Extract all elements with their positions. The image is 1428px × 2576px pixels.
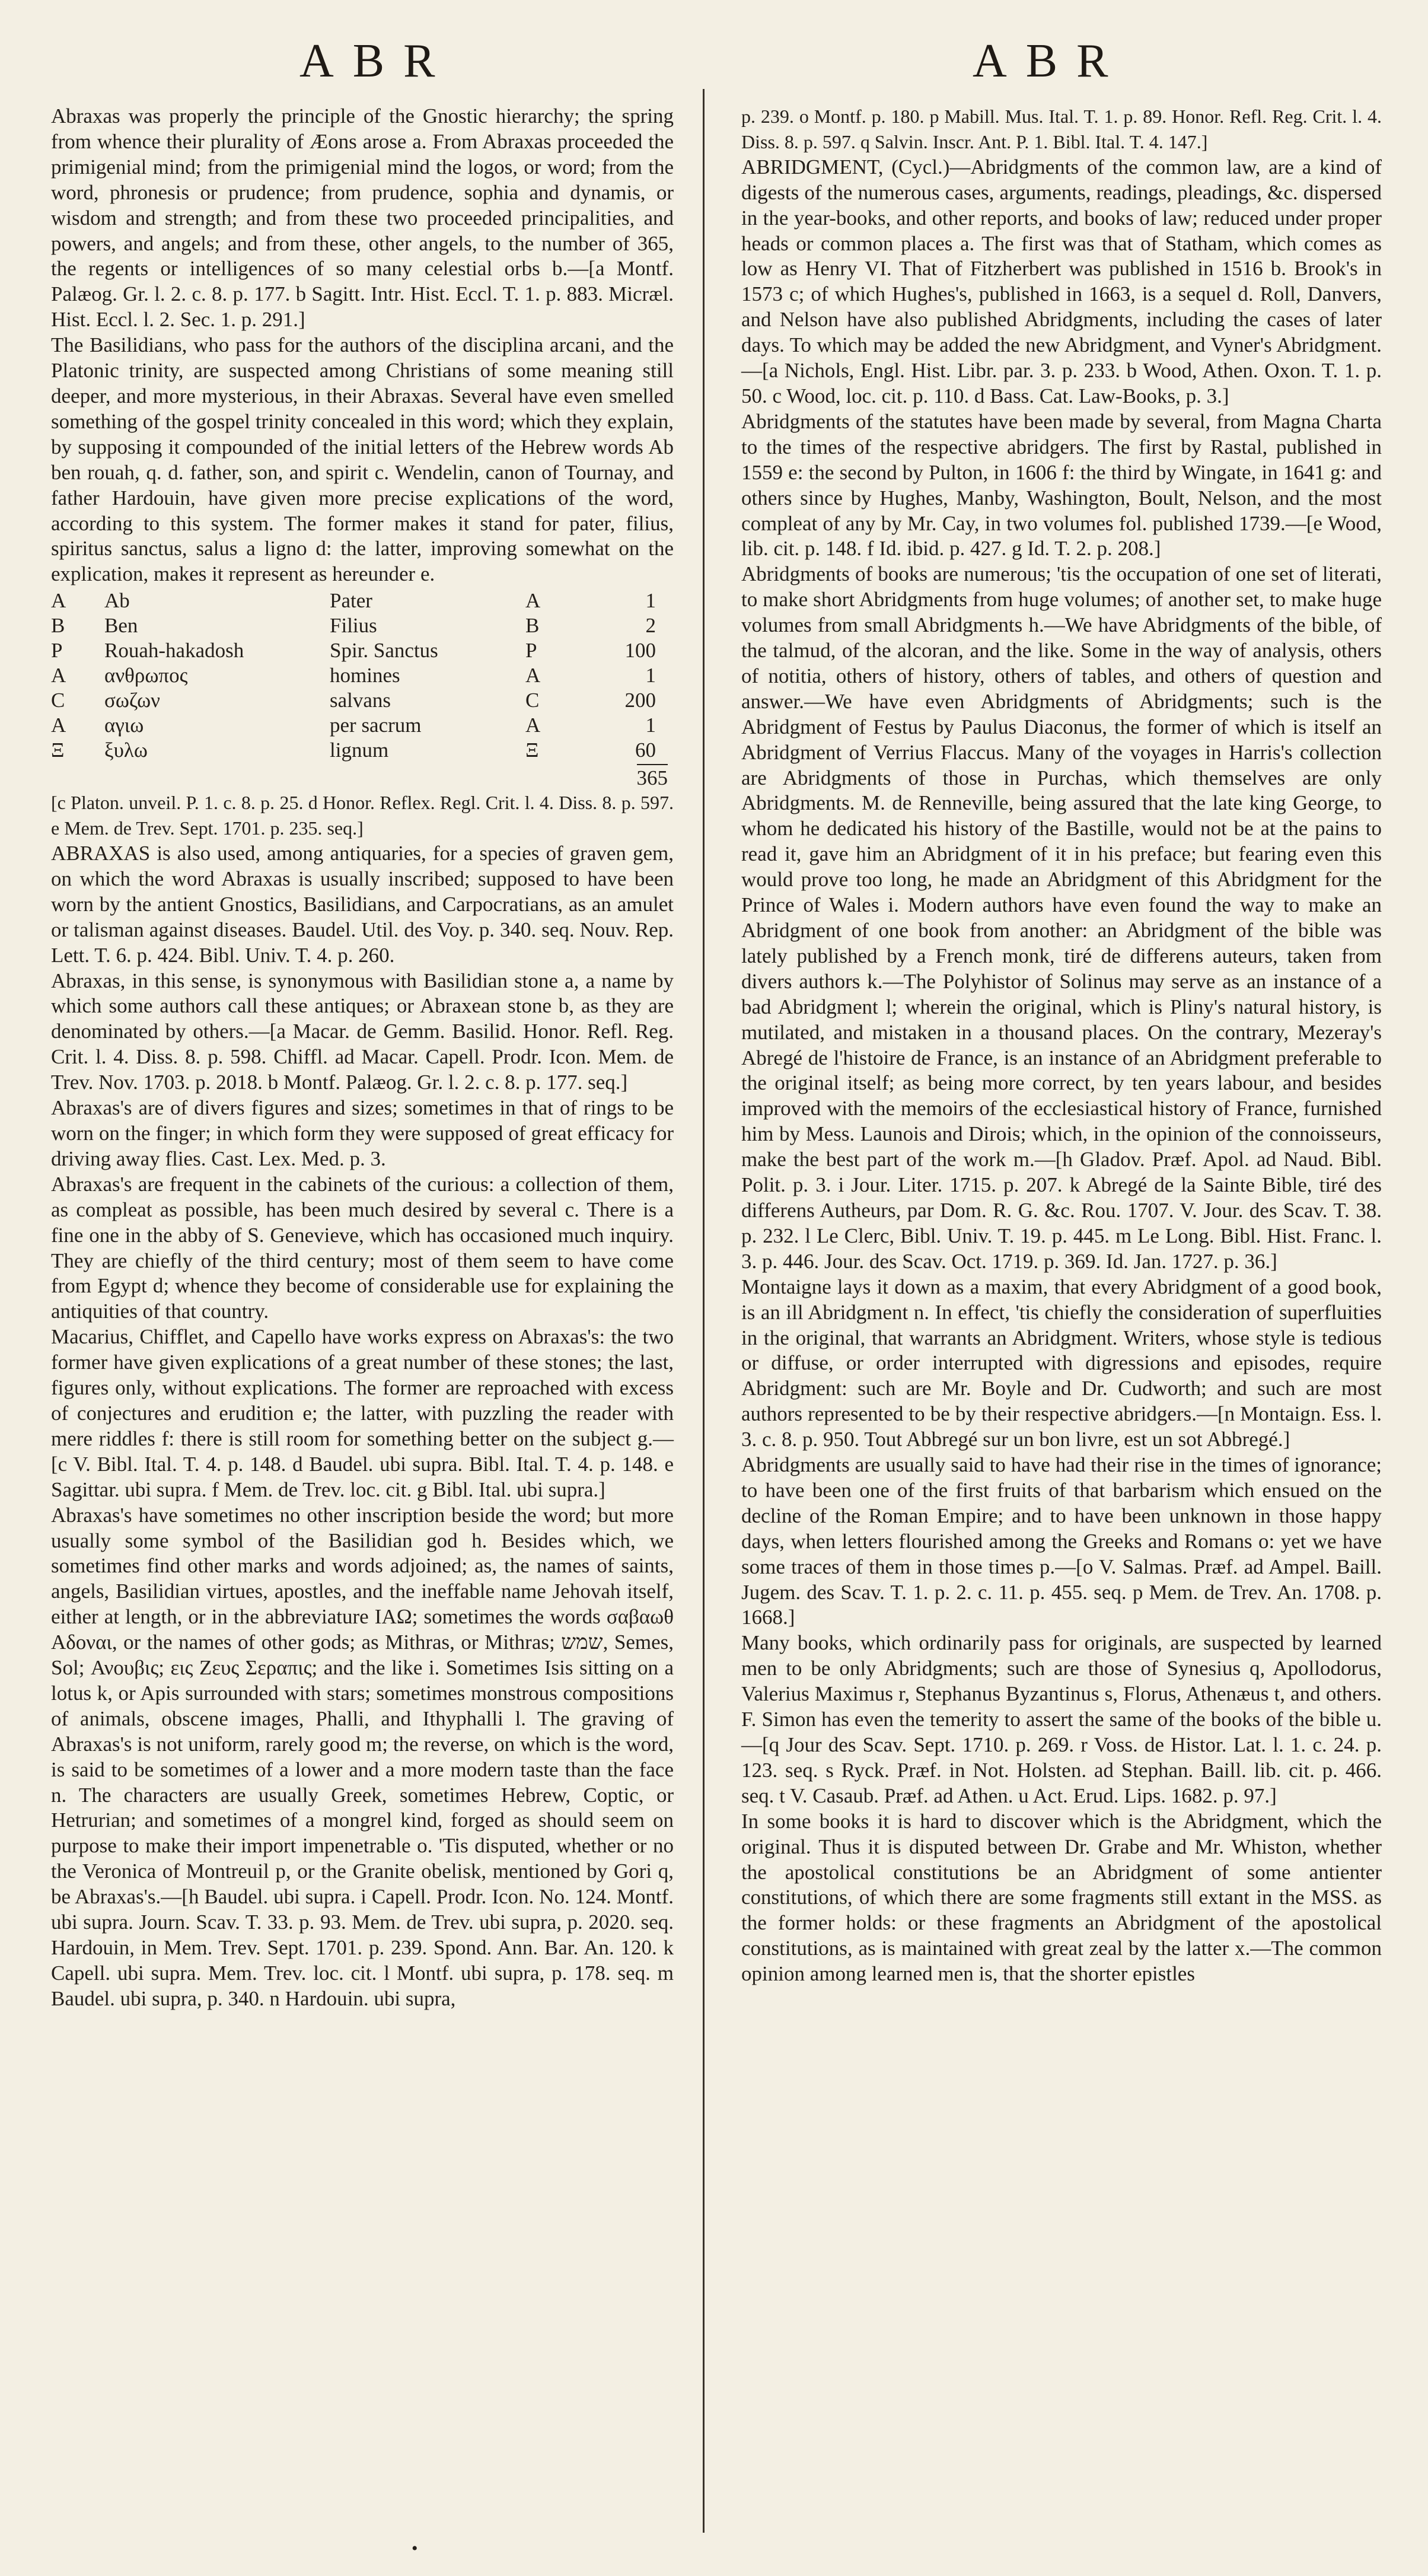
table-cell: per sacrum (330, 714, 422, 737)
paragraph-inscriptions: Abraxas's have sometimes no other inscription beside the word; but more usually some symbol of the Basilidian god h. Besides which, we sometimes find other marks and words adjoined; as, the names of saints, angels, Basilidian virtues, apostles, and the ineffable name Jehovah itself, either at length, or in the abbreviature ΙΑΩ; sometimes the words σαβαωθ Αδοναι, or the names of other gods; as Mithras, or Mithras; שמש, Semes, Sol; Ανουβις; εις Ζευς Σεραπις; and the like i. Sometimes Isis sitting on a lotus k, or Apis surrounded with stars; sometimes monstrous compositions of animals, obscene images, Phalli, and Ithyphalli l. The graving of Abraxas's is not uniform, rarely good m; the reverse, on which is the word, is said to be sometimes of a lower and a more modern taste than the face n. The characters are usually Greek, sometimes Hebrew, Coptic, or Hetrurian; and sometimes of a mongrel kind, forged as should seem on purpose to make their import impenetrable o. 'Tis disputed, whether or no the Veronica of Montreuil p, or the Granite obelisk, mentioned by Gori q, be Abraxas's.—[h Baudel. ubi supra. i Capell. Prodr. Icon. No. 124. Montf. ubi supra. Journ. Scav. T. 33. p. 93. Mem. de Trev. ubi supra, p. 2020. seq. Hardouin, in Mem. Trev. Sept. 1701. p. 239. Spond. Ann. Bar. An. 120. k Capell. ubi supra. Mem. Trev. loc. cit. l Montf. ubi supra, p. 178. seq. m Baudel. ubi supra, p. 340. n Hardouin. ubi supra, (51, 1503, 674, 2010)
table-cell: Ab (104, 589, 130, 613)
table-cell: αγιω (104, 714, 144, 737)
table-cell: A (525, 589, 541, 613)
page-bullet: • (412, 2539, 418, 2558)
table-cell: 1 (645, 714, 656, 737)
table-cell: A (525, 714, 541, 737)
abraxas-letter-table (51, 588, 656, 763)
running-header-left: ABR (299, 35, 454, 87)
table-cell: ανθρωπος (104, 664, 188, 687)
table-cell: Ξ (51, 738, 65, 762)
table-cell: B (51, 614, 65, 638)
paragraph-hard-to-discover: In some books it is hard to discover which is the Abridgment, which the original. Thus it is disputed between Dr. Grabe and Mr. Whiston, whether the apostolical constitutions be an Abridgment of some antienter constitutions, of which there are some fragments still extant in the MSS. as the former holds: or these fragments an Abridgment of the apostolical constitutions, as is maintained with great zeal by the latter x.—The common opinion among learned men is, that the shorter epistles (741, 1809, 1382, 1986)
table-cell: B (525, 614, 540, 638)
table-cell: 60 (635, 738, 656, 762)
left-column (51, 104, 674, 2012)
table-cell: Spir. Sanctus (330, 639, 438, 663)
table-cell: 1 (645, 664, 656, 687)
table-total: 365 (51, 766, 674, 790)
column-divider (703, 89, 705, 2533)
table-cell: 100 (624, 639, 656, 663)
table-cell: C (51, 689, 65, 712)
table-row (51, 663, 656, 688)
paragraph-macarius: Macarius, Chifflet, and Capello have works express on Abraxas's: the two former have given explications of a great number of these stones; the last, figures only, without explications. The former are reproached with excess of conjectures and erudition e; the latter, with puzzling the reader with mere riddles f: there is still room for something better on the subject g.—[c V. Bibl. Ital. T. 4. p. 148. d Baudel. ubi supra. Bibl. Ital. T. 4. p. 148. e Sagittar. ubi supra. f Mem. de Trev. loc. cit. g Bibl. Ital. ubi supra.] (51, 1325, 674, 1501)
table-cell: Rouah-hakadosh (104, 639, 244, 663)
table-cell: lignum (330, 738, 389, 762)
paragraph-ignorance: Abridgments are usually said to have had their rise in the times of ignorance; to have been one of the first fruits of that barbarism which ensued on the decline of the Roman Empire; and to have been unknown in those happy days, when letters flourished among the Greeks and Romans o: yet we have some traces of them in those times p.—[o V. Salmas. Præf. ad Ampel. Baill. Jugem. des Scav. T. 1. p. 2. c. 11. p. 455. seq. p Mem. de Trev. An. 1708. p. 1668.] (741, 1453, 1382, 1629)
paragraph-many-books: Many books, which ordinarily pass for originals, are suspected by learned men to be only Abridgments; such are those of Synesius q, Apollodorus, Valerius Maximus r, Stephanus Byzantinus s, Florus, Athenæus t, and others. F. Simon has even the temerity to assert the same of the books of the bible u.—[q Jour des Scav. Sept. 1710. p. 269. r Voss. de Histor. Lat. l. 1. c. 24. p. 123. seq. s Ryck. Præf. in Not. Holsten. ad Stephan. Baill. lib. cit. p. 466. seq. t V. Casaub. Præf. ad Athen. u Act. Erud. Lips. 1682. p. 97.] (741, 1631, 1382, 1807)
paragraph-abraxas-gnostic: Abraxas was properly the principle of the Gnostic hierarchy; the spring from whence their plurality of Æons arose a. From Abraxas proceeded the primigenial mind; from the primigenial mind the logos, or word; from the word, phronesis or prudence; from prudence, sophia and dynamis, or wisdom and strength; and from these two proceeded principalities, and powers, and angels; and from these, other angels, to the number of 365, the regents or intelligences of so many celestial orbs b.—[a Montf. Palæog. Gr. l. 2. c. 8. p. 177. b Sagitt. Intr. Hist. Eccl. T. 1. p. 883. Micræl. Hist. Eccl. l. 2. Sec. 1. p. 291.] (51, 104, 674, 332)
table-cell: 2 (645, 614, 656, 638)
footnote-c-e: [c Platon. unveil. P. 1. c. 8. p. 25. d Honor. Reflex. Regl. Crit. l. 4. Diss. 8. p. 597. e Mem. de Trev. Sept. 1701. p. 235. seq.] (51, 792, 674, 839)
paragraph-abridgment-law: ABRIDGMENT, (Cycl.)—Abridgments of the common law, are a kind of digests of the numerous cases, arguments, readings, pleadings, &c. dispersed in the year-books, and other reports, and books of law; reduced under proper heads or common places a. The first was that of Statham, which comes as low as Henry VI. That of Fitzherbert was published in 1516 b. Brook's in 1573 c; of which Hughes's, published in 1663, is a sequel d. Roll, Danvers, and Nelson have also published Abridgments, including the cases of later days. To which may be added the new Abridgment, and Vyner's Abridgment.—[a Nichols, Engl. Hist. Libr. par. 3. p. 233. b Wood, Athen. Oxon. T. 1. p. 50. c Wood, loc. cit. p. 110. d Bass. Cat. Law-Books, p. 3.] (741, 155, 1382, 407)
table-cell: Ξ (525, 738, 539, 762)
paragraph-cabinets: Abraxas's are frequent in the cabinets of the curious: a collection of them, as compleat as possible, has been much desired by several c. There is a fine one in the abby of S. Genevieve, which has occasioned much inquiry. They are chiefly of the third century; most of them seem to have come from Egypt d; whence they become of considerable use for explaining the antiquities of that country. (51, 1172, 674, 1323)
right-column (741, 104, 1382, 1987)
paragraph-montaigne: Montaigne lays it down as a maxim, that every Abridgment of a good book, is an ill Abridgment n. In effect, 'tis chiefly the consideration of superfluities in the original, that warrants an Abridgment. Writers, whose style is tedious or diffuse, or order interrupted with digressions and episodes, require Abridgment: such are Mr. Boyle and Dr. Cudworth; and such are most authors represented to be by their respective abridgers.—[n Montaign. Ess. l. 3. c. 8. p. 950. Tout Abbregé sur un bon livre, est un sot Abbregé.] (741, 1275, 1382, 1451)
table-cell: A (51, 714, 66, 737)
table-cell: P (51, 639, 63, 663)
paragraph-basilidians: The Basilidians, who pass for the authors of the disciplina arcani, and the Platonic trinity, are suspected among Christians of some meaning still deeper, and more mysterious, in their Abraxas. Several have even smelled something of the gospel trinity concealed in this word; which they explain, by supposing it compounded of the initial letters of the Hebrew words Ab ben rouah, q. d. father, son, and spirit c. Wendelin, canon of Tournay, and father Hardouin, have given more precise explications of the word, according to this system. The former makes it stand for pater, filius, spiritus sanctus, salus a ligno d: the latter, improving somewhat on the explication, makes it represent as hereunder e. (51, 333, 674, 586)
table-row (51, 713, 656, 738)
table-cell: A (51, 664, 66, 687)
table-cell: Filius (330, 614, 377, 638)
table-row (51, 588, 656, 613)
paragraph-basilidian-stone: Abraxas, in this sense, is synonymous with Basilidian stone a, a name by which some authors call these antiques; or Abraxean stone b, as they are denominated by others.—[a Macar. de Gemm. Basilid. Honor. Refl. Reg. Crit. l. 4. Diss. 8. p. 598. Chiffl. ad Macar. Capell. Prodr. Icon. Mem. de Trev. Nov. 1703. p. 2018. b Montf. Palæog. Gr. l. 2. c. 8. p. 177. seq.] (51, 969, 674, 1094)
paragraph-abraxas-gem: ABRAXAS is also used, among antiquaries, for a species of graven gem, on which the word Abraxas is usually inscribed; supposed to have been worn by the antient Gnostics, Basilidians, and Carpocratians, as an amulet or talisman against diseases. Baudel. Util. des Voy. p. 340. seq. Nouv. Rep. Lett. T. 6. p. 424. Bibl. Univ. T. 4. p. 260. (51, 842, 674, 967)
table-row (51, 738, 656, 763)
table-row (51, 638, 656, 663)
table-row (51, 613, 656, 638)
table-cell: A (525, 664, 541, 687)
table-cell: 200 (624, 689, 656, 712)
table-cell: Pater (330, 589, 372, 613)
paragraph-figures-sizes: Abraxas's are of divers figures and sizes; sometimes in that of rings to be worn on the finger; in which form they were supposed of great efficacy for driving away flies. Cast. Lex. Med. p. 3. (51, 1096, 674, 1170)
table-cell: A (51, 589, 66, 613)
table-row (51, 688, 656, 713)
table-cell: σωζων (104, 689, 160, 712)
table-cell: salvans (330, 689, 391, 712)
table-cell: Ben (104, 614, 138, 638)
table-cell: P (525, 639, 537, 663)
table-cell: 1 (645, 589, 656, 613)
running-header-right: ABR (973, 35, 1127, 87)
paragraph-abridgment-statutes: Abridgments of the statutes have been made by several, from Magna Charta to the times of the respective abridgers. The first by Rastal, published in 1559 e: the second by Pulton, in 1606 f: the third by Wingate, in 1641 g: and others since by Hughes, Manby, Washington, Boult, Nelson, and the most compleat of any by Mr. Cay, in two volumes fol. published 1739.—[e Wood, lib. cit. p. 148. f Id. ibid. p. 427. g Id. T. 2. p. 208.] (741, 409, 1382, 561)
table-cell: C (525, 689, 540, 712)
table-cell: ξυλω (104, 738, 148, 762)
table-cell: homines (330, 664, 400, 687)
paragraph-abridgment-books: Abridgments of books are numerous; 'tis the occupation of one set of literati, to make short Abridgments from huge volumes; of another set, to make huge volumes from small Abridgments h.—We have Abridgments of the bible, of the talmud, of the alcoran, and the like. Some in the way of analysis, others of notitia, others of history, others of tables, and others of question and answer.—We have even Abridgments of Abridgments; such is the Abridgment of Festus by Paulus Diaconus, the former of which is itself an Abridgment of Verrius Flaccus. Many of the voyages in Harris's collection are Abridgments of those in Purchas, which themselves are only Abridgments. M. de Renneville, being assured that the late king George, to whom he dedicated his history of the Bastille, would not be at the pains to read it, gave him an Abridgment of it in his preface; but fearing even this would prove too long, he made an Abridgment of this Abridgment for the Prince of Wales i. Modern authors have even found the way to make an Abridgment of one book from another: an Abridgment of the bible was lately published by a French monk, tiré de differens auteurs, taken from divers authors k.—The Polyhistor of Solinus may serve as an instance of a bad Abridgment l; wherein the original, which is Pliny's natural history, is mutilated, and mistaken in a thousand places. On the contrary, Mezeray's Abregé de l'histoire de France, is an instance of an Abridgment preferable to the original itself; as being more correct, by ten years labour, and besides improved with the memoirs of the ecclesiastical history of France, furnished him by Mess. Launois and Dirois; which, in the opinion of the connoisseurs, make the best part of the work m.—[h Gladov. Præf. Apol. ad Naud. Bibl. Polit. p. 3. i Jour. Liter. 1715. p. 207. k Abregé de la Sainte Bible, tiré des differens Autheurs, par Dom. R. G. &c. Rou. 1707. V. Jour. des Scav. T. 38. p. 232. l Le Clerc, Bibl. Univ. T. 19. p. 445. m Le Long. Bibl. Hist. Franc. l. 3. p. 446. Jour. des Scav. Oct. 1719. p. 369. Id. Jan. 1727. p. 36.] (741, 562, 1382, 1273)
footnote-continuation: p. 239. o Montf. p. 180. p Mabill. Mus. Ital. T. 1. p. 89. Honor. Refl. Reg. Crit. l. 4. Diss. 8. p. 597. q Salvin. Inscr. Ant. P. 1. Bibl. Ital. T. 4. 147.] (741, 106, 1382, 152)
